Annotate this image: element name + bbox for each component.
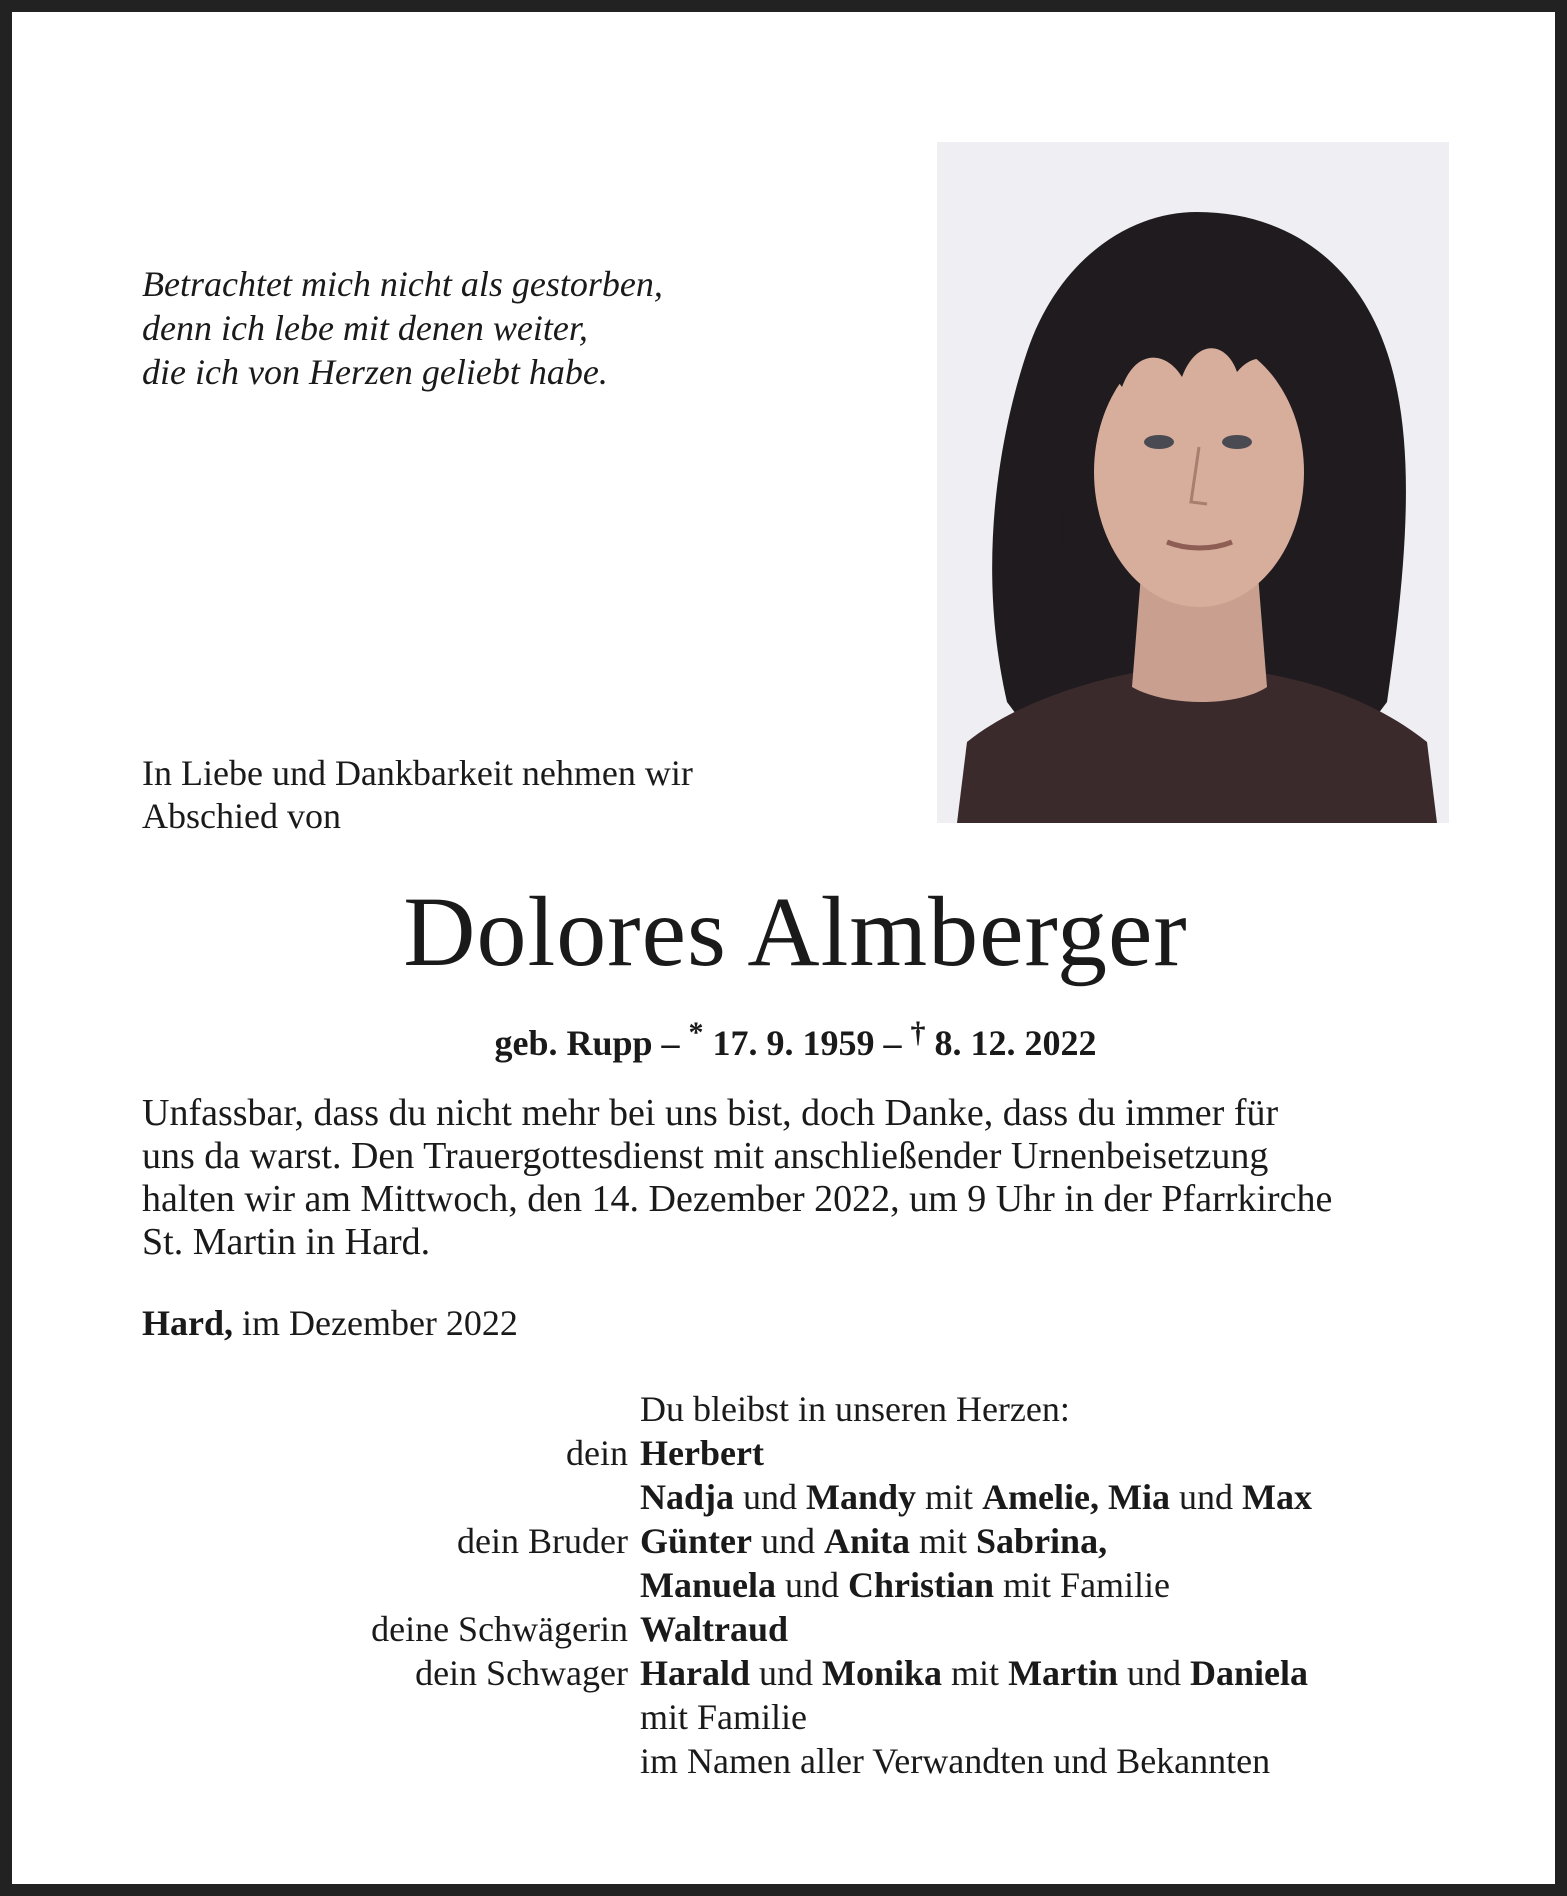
mourner-name: Sabrina,	[976, 1521, 1108, 1561]
mourner-names	[640, 1519, 1107, 1563]
birth-date: 17. 9. 1959	[703, 1023, 875, 1063]
mourner-relation: dein Bruder	[457, 1521, 628, 1561]
mourners-heading-row	[12, 1387, 1567, 1431]
mourner-relation: dein	[566, 1433, 628, 1473]
mourner-names	[640, 1739, 1270, 1783]
separator: –	[874, 1023, 911, 1063]
maiden-name: geb. Rupp	[494, 1023, 653, 1063]
place-town: Hard,	[142, 1303, 234, 1343]
mourner-name: Waltraud	[640, 1609, 789, 1649]
mourner-names	[640, 1563, 1170, 1607]
mourners-list	[12, 1387, 1567, 1783]
connector-text: und	[752, 1521, 824, 1561]
mourner-name: Martin	[1008, 1653, 1119, 1693]
funeral-message	[142, 1092, 1452, 1264]
life-dates	[12, 1012, 1567, 1064]
mourner-name: Amelie, Mia	[982, 1477, 1170, 1517]
message-line: uns da warst. Den Trauergottesdienst mit anschließender Urnenbeisetzung	[142, 1135, 1269, 1177]
birth-symbol: *	[688, 1016, 704, 1049]
mourner-name: Harald	[640, 1653, 751, 1693]
mourner-name: Monika	[822, 1653, 943, 1693]
connector-text: mit	[910, 1521, 977, 1561]
intro-line: In Liebe und Dankbarkeit nehmen wir	[142, 753, 693, 793]
death-symbol: †	[910, 1016, 926, 1049]
mourner-row	[12, 1607, 1567, 1651]
mourner-rows	[12, 1431, 1567, 1783]
mourner-name: Nadja	[640, 1477, 735, 1517]
connector-text: mit Familie	[994, 1565, 1171, 1605]
mourner-relation: dein Schwager	[415, 1653, 628, 1693]
connector-text: und	[1170, 1477, 1242, 1517]
portrait-illustration	[937, 142, 1449, 823]
separator: –	[652, 1023, 689, 1063]
mourner-name: Günter	[640, 1521, 752, 1561]
mourner-name: Manuela	[640, 1565, 777, 1605]
mourner-row	[12, 1475, 1567, 1519]
mourner-row	[12, 1695, 1567, 1739]
mourner-name: Christian	[848, 1565, 995, 1605]
mourner-names	[640, 1607, 788, 1651]
mourner-names	[640, 1431, 764, 1475]
intro-text	[142, 752, 693, 838]
mourner-row	[12, 1431, 1567, 1475]
place-month: im Dezember 2022	[233, 1303, 518, 1343]
mourner-relation: deine Schwägerin	[371, 1609, 628, 1649]
message-line: St. Martin in Hard.	[142, 1221, 431, 1263]
memorial-quote	[142, 262, 663, 394]
mourner-names	[640, 1695, 807, 1739]
connector-text: mit Familie	[640, 1697, 807, 1737]
message-line: Unfassbar, dass du nicht mehr bei uns bist, doch Danke, dass du immer für	[142, 1092, 1279, 1134]
mourner-names	[640, 1475, 1312, 1519]
quote-line: die ich von Herzen geliebt habe.	[142, 352, 608, 392]
mourner-name: Anita	[824, 1521, 911, 1561]
mourner-row	[12, 1519, 1567, 1563]
mourner-name: Max	[1242, 1477, 1312, 1517]
mourner-name: Herbert	[640, 1433, 764, 1473]
death-date: 8. 12. 2022	[925, 1023, 1097, 1063]
mourner-row	[12, 1563, 1567, 1607]
portrait-photo	[937, 142, 1449, 823]
mourner-names	[640, 1651, 1308, 1695]
mourner-name: Mandy	[806, 1477, 917, 1517]
message-line: halten wir am Mittwoch, den 14. Dezember 2022, um 9 Uhr in der Pfarrkirche	[142, 1178, 1333, 1220]
connector-text: und	[776, 1565, 849, 1605]
place-date	[142, 1302, 518, 1344]
mourner-row	[12, 1739, 1567, 1783]
mourner-row	[12, 1651, 1567, 1695]
connector-text: und	[750, 1653, 823, 1693]
connector-text: und	[1118, 1653, 1191, 1693]
mourners-heading: Du bleibst in unseren Herzen:	[640, 1389, 1070, 1429]
mourner-name: Daniela	[1190, 1653, 1309, 1693]
connector-text: mit	[916, 1477, 983, 1517]
connector-text: im Namen aller Verwandten und Bekannten	[640, 1741, 1271, 1781]
deceased-name: Dolores Almberger	[403, 876, 1188, 987]
connector-text: und	[734, 1477, 807, 1517]
intro-line: Abschied von	[142, 796, 341, 836]
quote-line: Betrachtet mich nicht als gestorben,	[142, 264, 663, 304]
connector-text: mit	[942, 1653, 1009, 1693]
quote-line: denn ich lebe mit denen weiter,	[142, 308, 588, 348]
